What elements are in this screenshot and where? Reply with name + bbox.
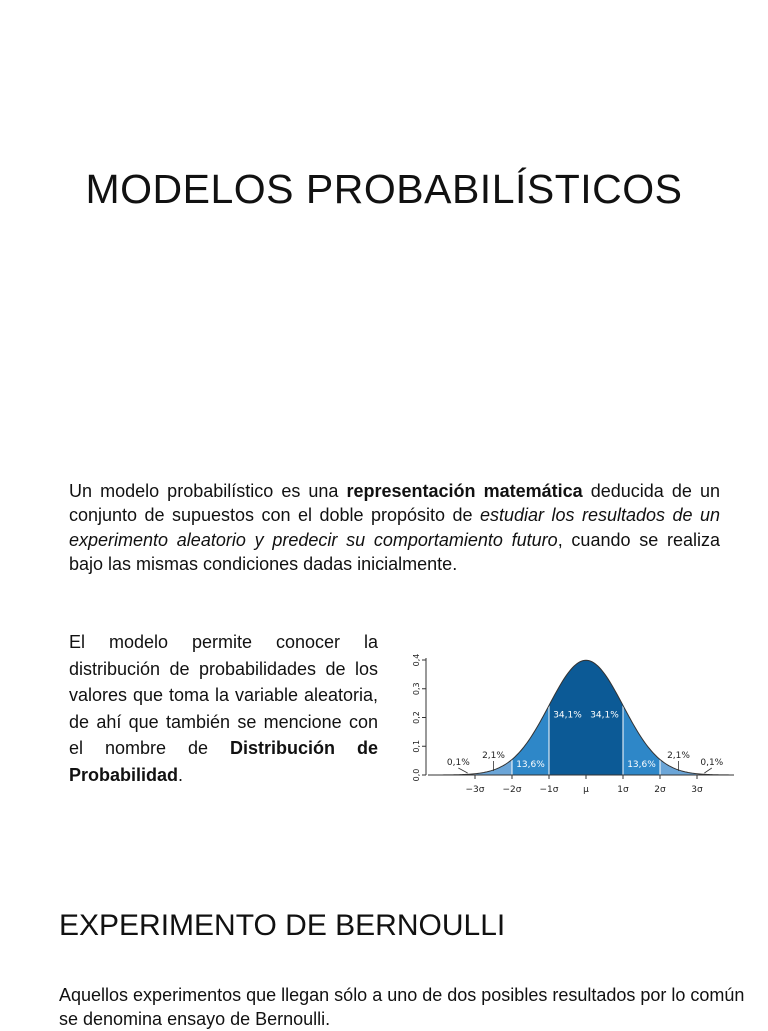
region-label: 2,1% (667, 751, 690, 761)
region-label: 34,1% (590, 710, 619, 721)
para1-text-3: , cuando se realiza bajo las mismas condiciones dadas inicialmente. (69, 529, 721, 574)
para1-bold-1: representación matemática (346, 481, 583, 501)
region-label: 13,6% (516, 760, 545, 770)
y-tick-label: 0,0 (412, 768, 421, 782)
region-label: 0,1% (446, 758, 470, 768)
y-tick-label: 0,1 (412, 739, 421, 753)
region-label: 13,6% (627, 760, 656, 770)
x-tick-label: −1σ (539, 785, 559, 795)
x-tick-label: −2σ (502, 785, 522, 795)
x-tick-label: −3σ (465, 785, 485, 795)
para2-text-1: El modelo permite conocer la distribución de probabilidades de los valores que toma la variable aleatoria, de ahí que también se mencione con el nombre de (69, 632, 378, 758)
x-tick-label: μ (583, 785, 589, 795)
section-heading: EXPERIMENTO DE BERNOULLI (59, 909, 506, 942)
definition-paragraph (69, 479, 720, 576)
para1-italic-1: estudiar los resultados de un experimento aleatorio y predecir su comportamiento futuro (69, 505, 720, 550)
y-tick-label: 0,3 (412, 682, 421, 696)
region-label: 0,1% (700, 758, 724, 768)
para2-text-2: . (178, 764, 184, 785)
y-tick-label: 0,4 (412, 653, 421, 667)
normal-distribution-chart (400, 640, 745, 800)
slide-title: MODELOS PROBABILÍSTICOS (85, 166, 683, 212)
leader-line-0 (458, 768, 467, 773)
distribution-paragraph (69, 629, 378, 788)
para1-text-2: deducida de un conjunto de supuestos con el doble propósito de (69, 481, 721, 526)
y-tick-label: 0,2 (412, 711, 421, 724)
leader-line-3 (704, 768, 711, 773)
region-label: 34,1% (553, 710, 582, 721)
para1-text-1: Un modelo probabilístico es una (69, 481, 347, 501)
para2-bold-1: Distribución de Probabilidad (69, 738, 378, 785)
x-tick-label: 1σ (617, 785, 629, 795)
bernoulli-paragraph: Aquellos experimentos que llegan sólo a uno de dos posibles resultados por lo común se denomina ensayo de Bernoulli. (59, 985, 745, 1029)
region-label: 2,1% (482, 751, 505, 761)
x-tick-label: 2σ (654, 785, 666, 795)
x-tick-label: 3σ (691, 785, 703, 795)
